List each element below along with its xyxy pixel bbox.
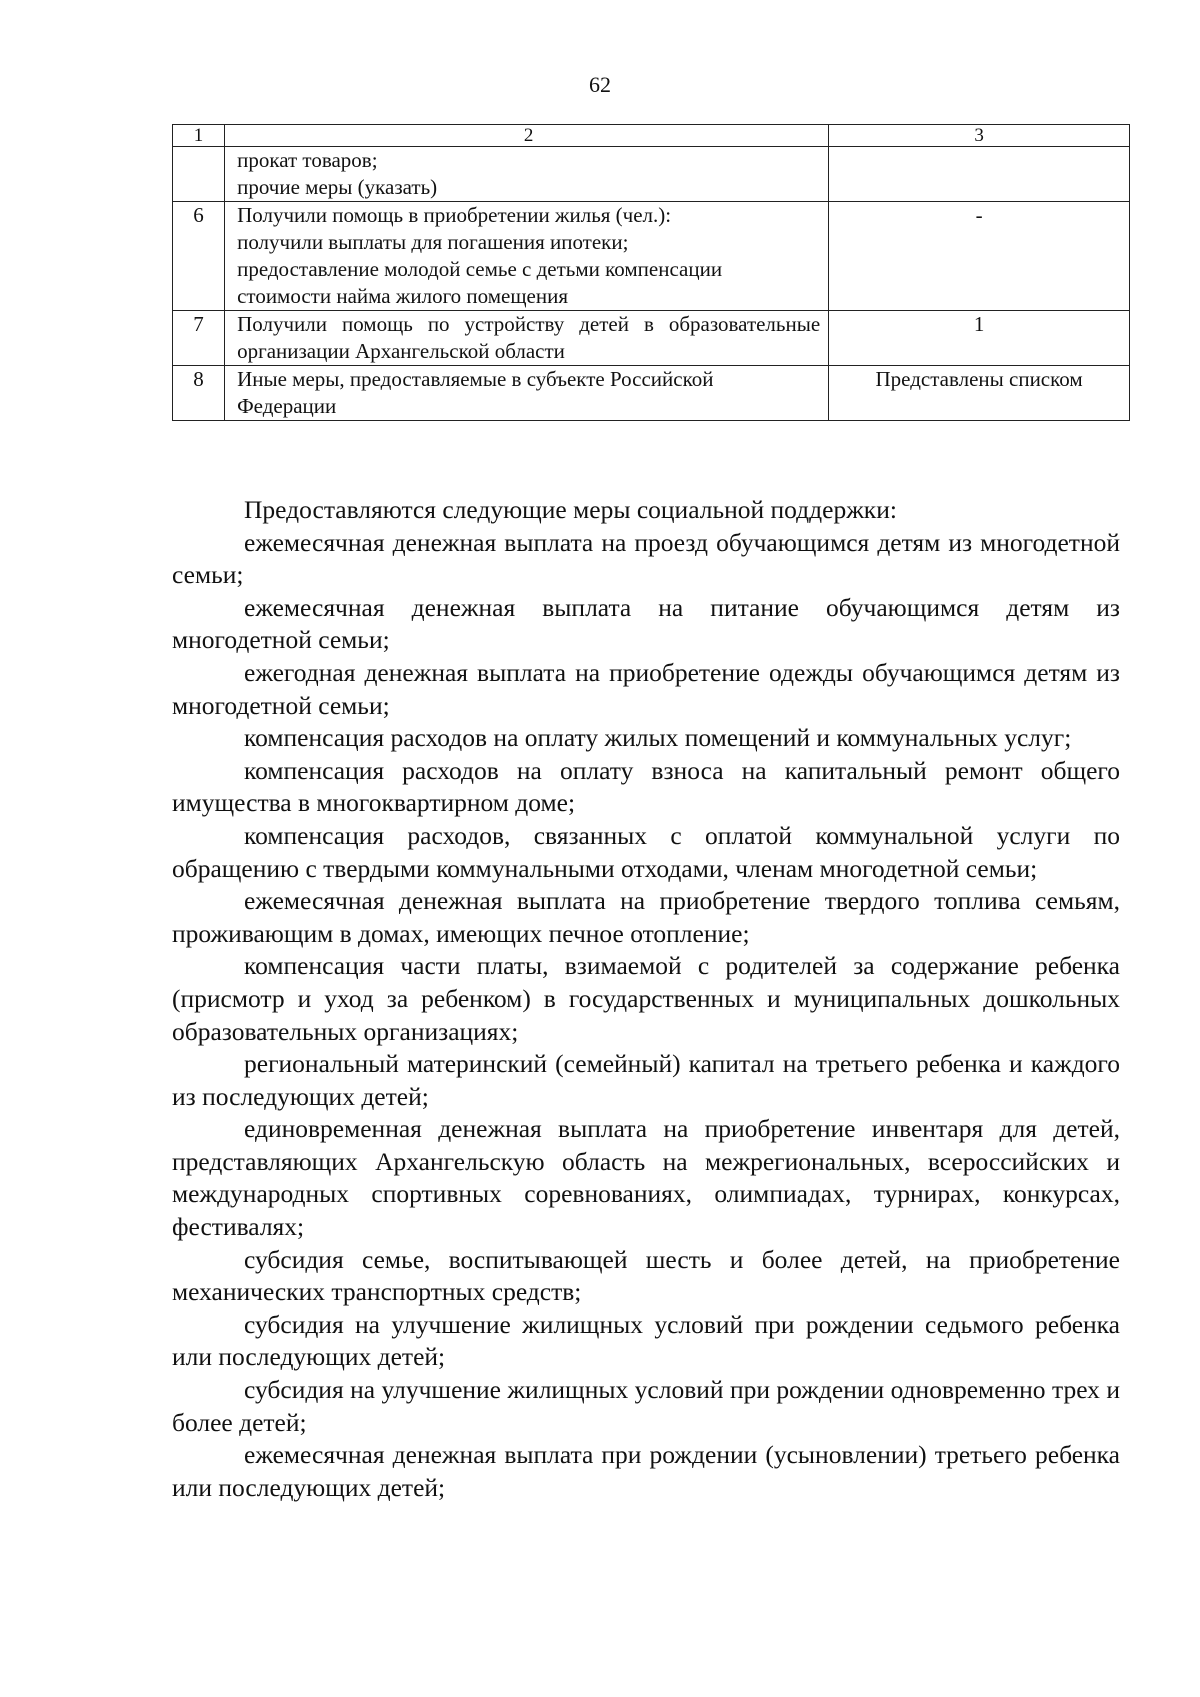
- measure-paragraph: ежегодная денежная выплата на приобретение одежды обучающимся детям из многодетной семьи;: [172, 657, 1120, 720]
- row-value: -: [829, 202, 1130, 311]
- measure-paragraph: ежемесячная денежная выплата на проезд обучающимся детям из многодетной семьи;: [172, 527, 1120, 590]
- row-number: 6: [173, 202, 225, 311]
- row-line: прокат товаров;: [237, 148, 378, 172]
- row-line: организации Архангельской области: [237, 339, 565, 363]
- table-header-cell: 2: [225, 125, 829, 147]
- row-value: 1: [829, 311, 1130, 366]
- row-line: Федерации: [237, 394, 337, 418]
- row-description: [225, 366, 829, 421]
- table-row: [173, 202, 1130, 311]
- row-number: 7: [173, 311, 225, 366]
- measure-paragraph: единовременная денежная выплата на приобретение инвентаря для детей, представляющих Архангельскую область на межрегиональных, всероссийских и международных спортивных соревнованиях, олимпиадах, турнирах, конкурсах, фестивалях;: [172, 1114, 1120, 1242]
- row-description: [225, 311, 829, 366]
- measure-paragraph: ежемесячная денежная выплата при рождении (усыновлении) третьего ребенка или последующих детей;: [172, 1440, 1120, 1502]
- measure-paragraph: субсидия семье, воспитывающей шесть и более детей, на приобретение механических транспортных средств;: [172, 1244, 1120, 1307]
- row-line: Получили помощь по устройству детей в образовательные: [237, 312, 821, 336]
- table-header-row: [173, 125, 1130, 147]
- measure-paragraph: компенсация расходов на оплату взноса на капитальный ремонт общего имущества в многоквартирном доме;: [172, 755, 1120, 818]
- measure-paragraph: ежемесячная денежная выплата на питание обучающимся детям из многодетной семьи;: [172, 592, 1120, 655]
- row-line: стоимости найма жилого помещения: [237, 284, 569, 308]
- table-row: [173, 366, 1130, 421]
- measure-paragraph: субсидия на улучшение жилищных условий при рождении одновременно трех и более детей;: [172, 1375, 1120, 1437]
- measures-table: [172, 124, 1130, 421]
- table-row: [173, 311, 1130, 366]
- row-description: [225, 202, 829, 311]
- table-header-cell: 1: [173, 125, 225, 147]
- row-line: Иные меры, предоставляемые в субъекте Российской: [237, 367, 714, 391]
- intro-text: Предоставляются следующие меры социальной поддержки:: [244, 495, 897, 524]
- row-number: [173, 147, 225, 202]
- row-line: прочие меры (указать): [237, 175, 438, 199]
- row-number: 8: [173, 366, 225, 421]
- document-body: [172, 494, 1120, 1504]
- row-description: [225, 147, 829, 202]
- measure-paragraph: региональный материнский (семейный) капитал на третьего ребенка и каждого из последующих детей;: [172, 1049, 1120, 1111]
- table-row: [173, 147, 1130, 202]
- measure-paragraph: субсидия на улучшение жилищных условий при рождении седьмого ребенка или последующих детей;: [172, 1309, 1120, 1372]
- row-line: получили выплаты для погашения ипотеки;: [237, 230, 629, 254]
- row-line: предоставление молодой семье с детьми компенсации: [237, 257, 723, 281]
- measure-paragraph: компенсация части платы, взимаемой с родителей за содержание ребенка (присмотр и уход за ребенком) в государственных и муниципальных дошкольных образовательных организациях;: [172, 951, 1120, 1046]
- row-line: Получили помощь в приобретении жилья (чел.):: [237, 203, 672, 227]
- measure-paragraph: компенсация расходов на оплату жилых помещений и коммунальных услуг;: [244, 723, 1072, 753]
- measure-paragraph: компенсация расходов, связанных с оплатой коммунальной услуги по обращению с твердыми коммунальными отходами, членам многодетной семьи;: [172, 820, 1120, 883]
- measure-paragraph: ежемесячная денежная выплата на приобретение твердого топлива семьям, проживающим в домах, имеющих печное отопление;: [172, 886, 1120, 948]
- page-number: 62: [589, 72, 611, 97]
- row-value: Представлены списком: [829, 366, 1130, 421]
- row-value: [829, 147, 1130, 202]
- table-header-cell: 3: [829, 125, 1130, 147]
